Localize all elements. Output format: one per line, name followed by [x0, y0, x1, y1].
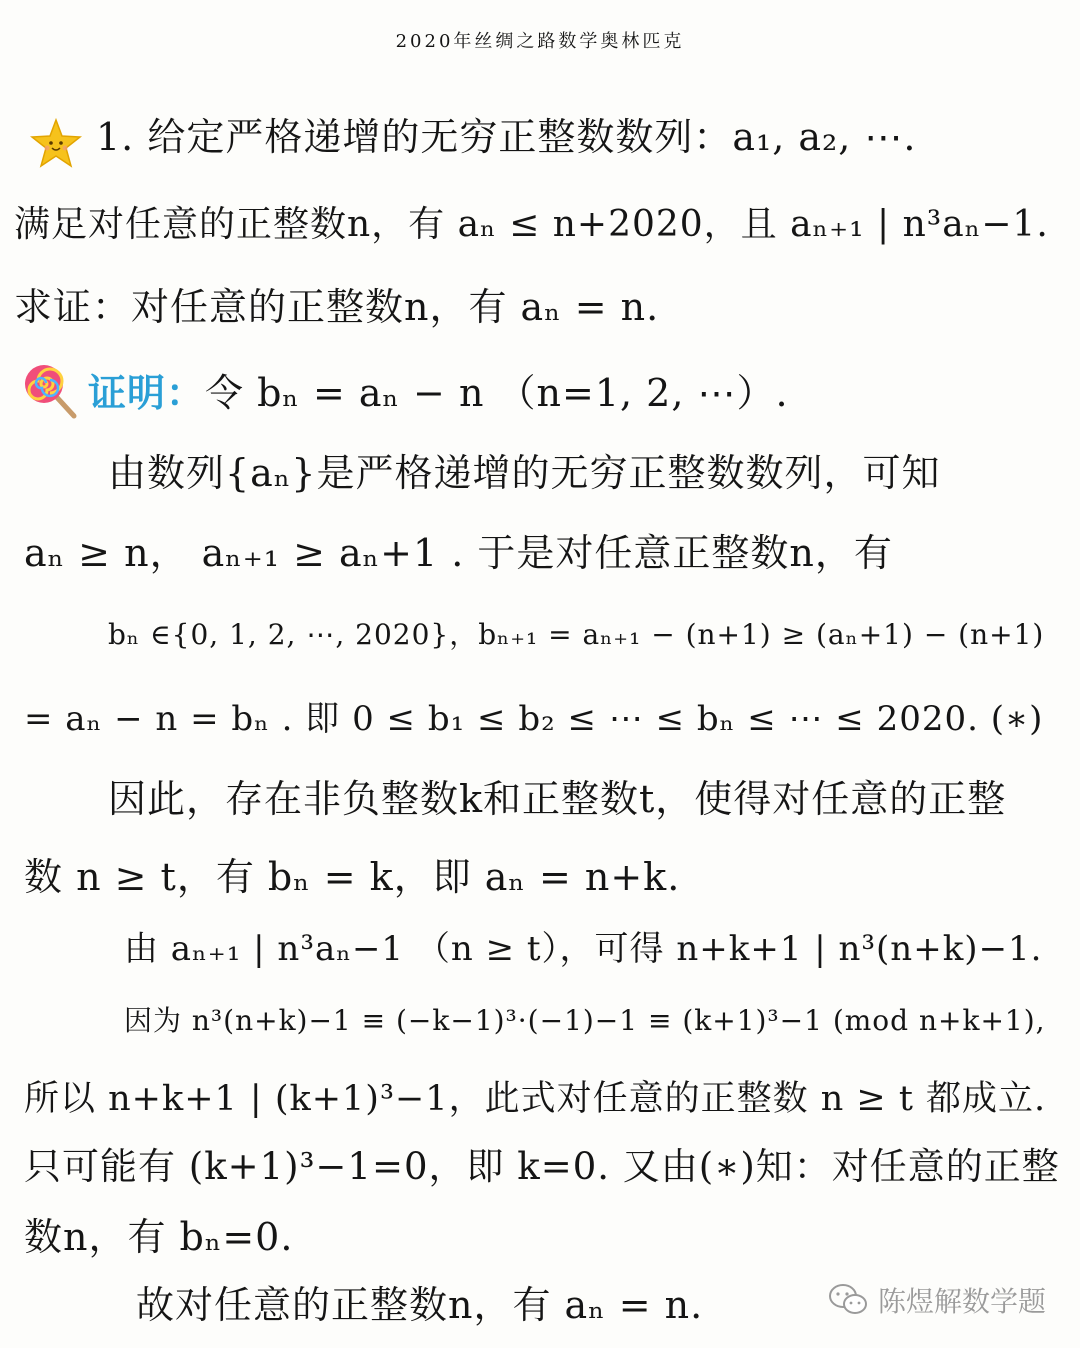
- page-title: 2020年丝绸之路数学奥林匹克: [395, 31, 685, 52]
- wechat-icon: [828, 1283, 868, 1317]
- proof-line-1: [88, 368, 789, 418]
- proof-line-3: aₙ ≥ n， aₙ₊₁ ≥ aₙ+1 . 于是对任意正整数n，有: [24, 531, 893, 575]
- watermark: [828, 1278, 1046, 1322]
- watermark-text: 陈煜解数学题: [877, 1285, 1046, 1318]
- problem-line-2: 满足对任意的正整数n，有 aₙ ≤ n+2020，且 aₙ₊₁ | n³aₙ−1.: [14, 204, 1049, 245]
- proof-line-11: 只可能有 (k+1)³−1=0，即 k=0. 又由(∗)知：对任意的正整: [24, 1145, 1060, 1188]
- lollipop-icon: [22, 362, 80, 420]
- proof-line-2: 由数列{aₙ}是严格递增的无穷正整数数列，可知: [108, 451, 941, 495]
- proof-line-9: 因为 n³(n+k)−1 ≡ (−k−1)³·(−1)−1 ≡ (k+1)³−1 (mod n+k+1),: [124, 1004, 1046, 1037]
- star-icon: [30, 118, 82, 168]
- proof-line-8: 由 aₙ₊₁ | n³aₙ−1 （n ≥ t），可得 n+k+1 | n³(n+k)−1.: [124, 929, 1043, 969]
- proof-definition: 令 bₙ = aₙ − n （n=1, 2, ⋯）.: [205, 371, 789, 415]
- proof-line-10: 所以 n+k+1 | (k+1)³−1，此式对任意的正整数 n ≥ t 都成立.: [24, 1079, 1047, 1119]
- problem-line-3: 求证：对任意的正整数n，有 aₙ = n.: [14, 285, 660, 329]
- proof-line-7: 数 n ≥ t，有 bₙ = k，即 aₙ = n+k.: [24, 855, 681, 899]
- problem-line-1: 1. 给定严格递增的无穷正整数数列：a₁, a₂, ⋯.: [96, 115, 917, 159]
- proof-line-5: = aₙ − n = bₙ . 即 0 ≤ b₁ ≤ b₂ ≤ ⋯ ≤ bₙ ≤ ⋯ ≤ 2020. (∗): [24, 699, 1044, 739]
- proof-line-6: 因此，存在非负整数k和正整数t，使得对任意的正整: [108, 777, 1007, 821]
- proof-label: 证明：: [88, 370, 206, 415]
- proof-conclusion: 故对任意的正整数n，有 aₙ = n.: [136, 1283, 704, 1327]
- proof-line-4: bₙ ∈{0, 1, 2, ⋯, 2020}，bₙ₊₁ = aₙ₊₁ − (n+1) ≥ (aₙ+1) − (n+1): [108, 618, 1045, 651]
- proof-line-12: 数n，有 bₙ=0.: [24, 1215, 294, 1259]
